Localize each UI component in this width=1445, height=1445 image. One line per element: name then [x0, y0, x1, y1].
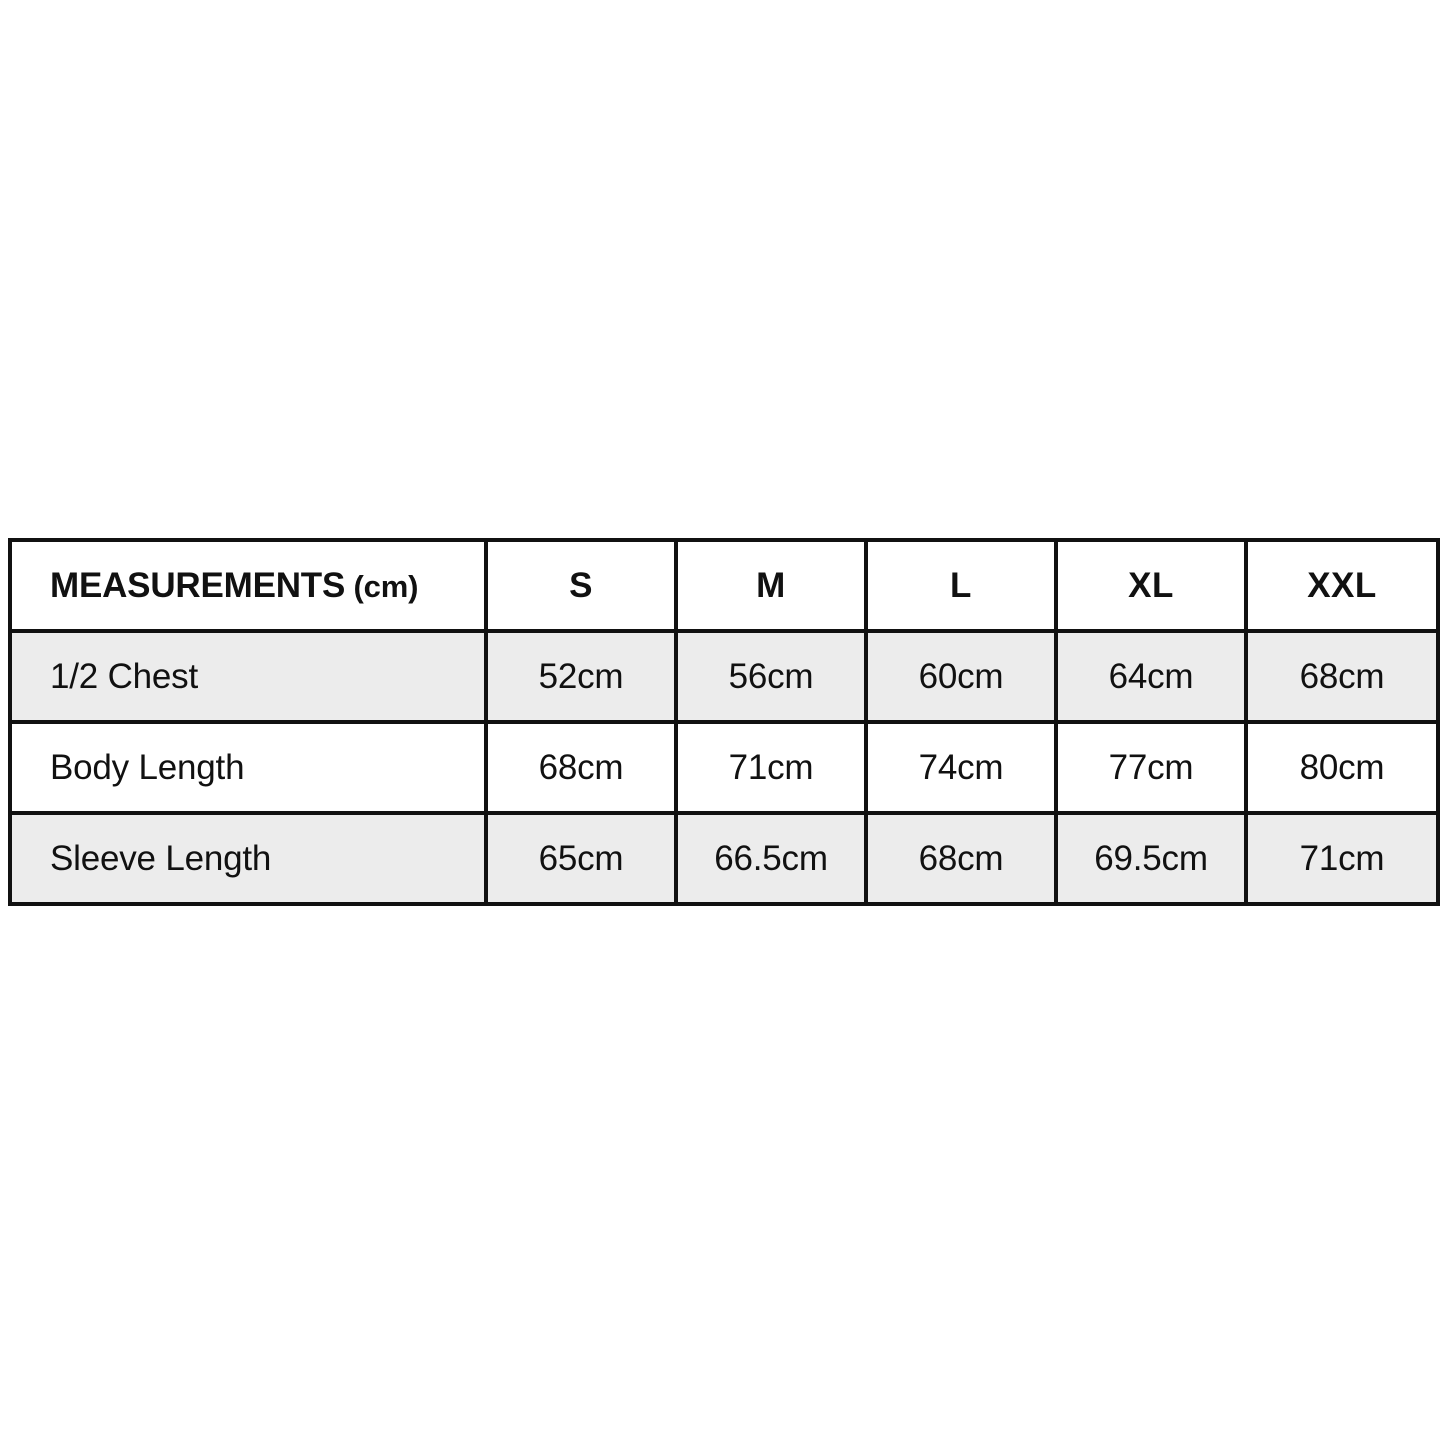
row-label-chest: 1/2 Chest — [10, 631, 486, 722]
cell-chest-s: 52cm — [486, 631, 676, 722]
header-measurements-text: MEASUREMENTS — [50, 565, 346, 605]
cell-sleeve-length-l: 68cm — [866, 813, 1056, 904]
cell-chest-xxl: 68cm — [1246, 631, 1438, 722]
table-header — [10, 540, 1438, 631]
cell-body-length-m: 71cm — [676, 722, 866, 813]
table-row — [10, 631, 1438, 722]
cell-chest-l: 60cm — [866, 631, 1056, 722]
cell-chest-xl: 64cm — [1056, 631, 1246, 722]
table-body — [10, 631, 1438, 904]
row-label-sleeve-length: Sleeve Length — [10, 813, 486, 904]
table-row — [10, 722, 1438, 813]
cell-sleeve-length-xxl: 71cm — [1246, 813, 1438, 904]
cell-body-length-s: 68cm — [486, 722, 676, 813]
cell-sleeve-length-s: 65cm — [486, 813, 676, 904]
cell-chest-m: 56cm — [676, 631, 866, 722]
header-unit-value: (cm) — [353, 568, 419, 604]
header-row — [10, 540, 1438, 631]
size-chart-table — [8, 538, 1440, 906]
header-size-xl: XL — [1056, 540, 1246, 631]
table-row — [10, 813, 1438, 904]
header-size-s: S — [486, 540, 676, 631]
row-label-body-length: Body Length — [10, 722, 486, 813]
cell-body-length-l: 74cm — [866, 722, 1056, 813]
size-chart-container — [8, 538, 1438, 906]
cell-body-length-xxl: 80cm — [1246, 722, 1438, 813]
header-measurements-label — [10, 540, 486, 631]
cell-body-length-xl: 77cm — [1056, 722, 1246, 813]
header-size-l: L — [866, 540, 1056, 631]
cell-sleeve-length-m: 66.5cm — [676, 813, 866, 904]
header-size-m: M — [676, 540, 866, 631]
cell-sleeve-length-xl: 69.5cm — [1056, 813, 1246, 904]
header-size-xxl: XXL — [1246, 540, 1438, 631]
header-unit-text — [345, 569, 353, 604]
